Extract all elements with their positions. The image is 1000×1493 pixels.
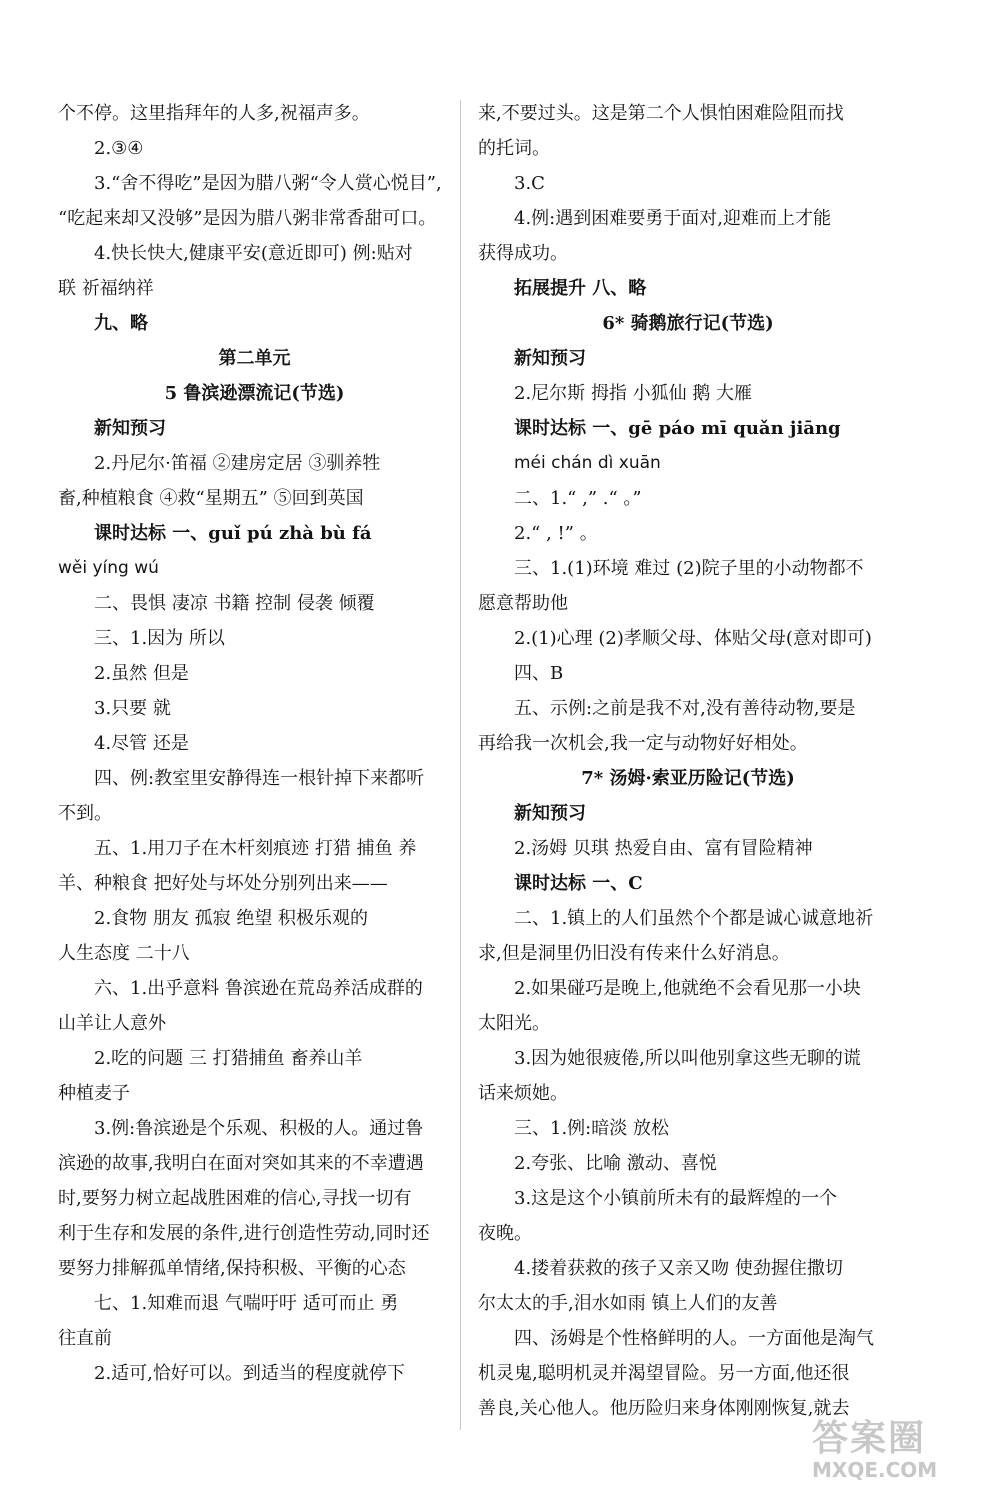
left-column-line: 要努力排解孤单情绪,保持积极、平衡的心态 — [58, 1258, 406, 1279]
right-column-line: 太阳光。 — [478, 1013, 550, 1034]
left-column-line: 3.“舍不得吃”是因为腊八粥“令人赏心悦目”, — [94, 173, 442, 194]
right-column-line: 课时达标 一、C — [514, 873, 643, 894]
right-column-line: 来,不要过头。这是第二个人惧怕困难险阻而找 — [478, 103, 844, 124]
right-column-line: 3.这是这个小镇前所未有的最辉煌的一个 — [514, 1188, 838, 1209]
right-column-line: 2.(1)心理 (2)孝顺父母、体贴父母(意对即可) — [514, 628, 872, 649]
watermark-logo: 答案圈 — [812, 1417, 927, 1459]
left-column-line: 联 祈福纳祥 — [58, 278, 154, 299]
left-column-line: 新知预习 — [94, 418, 166, 439]
right-column-line: 新知预习 — [514, 348, 586, 369]
watermark — [812, 1418, 982, 1486]
right-column-line: 三、1.例:暗淡 放松 — [514, 1118, 669, 1139]
left-column-line: 二、畏惧 凄凉 书籍 控制 侵袭 倾覆 — [94, 593, 375, 614]
right-column-line: 尔太太的手,泪水如雨 镇上人们的友善 — [478, 1293, 778, 1314]
left-column-line: 滨逊的故事,我明白在面对突如其来的不幸遭遇 — [58, 1153, 424, 1174]
left-column-line: 个不停。这里指拜年的人多,祝福声多。 — [58, 103, 370, 124]
left-column-line: 2.③④ — [94, 138, 144, 159]
left-column-line: 2.食物 朋友 孤寂 绝望 积极乐观的 — [94, 908, 369, 929]
left-column-line: 2.吃的问题 三 打猎捕鱼 畜养山羊 — [94, 1048, 363, 1069]
right-column-line: 2.尼尔斯 拇指 小狐仙 鹅 大雁 — [514, 383, 753, 404]
left-column-line: 利于生存和发展的条件,进行创造性劳动,同时还 — [58, 1223, 430, 1244]
left-column-line: 山羊让人意外 — [58, 1013, 166, 1034]
right-column-line: 求,但是洞里仍旧没有传来什么好消息。 — [478, 943, 790, 964]
left-column-line: 5 鲁滨逊漂流记(节选) — [164, 383, 345, 404]
column-divider — [460, 100, 461, 1430]
left-column-line: 2.虽然 但是 — [94, 663, 189, 684]
left-column-line: 九、略 — [94, 313, 148, 334]
right-column-line: 拓展提升 八、略 — [514, 278, 647, 299]
right-column-line: 2.汤姆 贝琪 热爱自由、富有冒险精神 — [514, 838, 813, 859]
right-column-line: 再给我一次机会,我一定与动物好好相处。 — [478, 733, 808, 754]
right-column-line: 4.例:遇到困难要勇于面对,迎难而上才能 — [514, 208, 831, 229]
right-column-line: 4.搂着获救的孩子又亲又吻 使劲握住撒切 — [514, 1258, 843, 1279]
left-column-line: wěi yíng wú — [58, 558, 159, 578]
right-column-line: 7* 汤姆·索亚历险记(节选) — [581, 768, 795, 789]
left-column-line: 五、1.用刀子在木杆刻痕迹 打猎 捕鱼 养 — [94, 838, 417, 859]
left-column-line: 第二单元 — [218, 348, 291, 369]
left-column-line: 种植麦子 — [58, 1083, 130, 1104]
right-column — [478, 96, 898, 1426]
left-column-line: 3.例:鲁滨逊是个乐观、积极的人。通过鲁 — [94, 1118, 424, 1139]
right-column-line: 三、1.(1)环境 难过 (2)院子里的小动物都不 — [514, 558, 864, 579]
right-column-line: 6* 骑鹅旅行记(节选) — [602, 313, 774, 334]
right-column-line: 的托词。 — [478, 138, 550, 159]
left-column-line: 羊、种粮食 把好处与坏处分别列出来—— — [58, 873, 388, 894]
left-column-line: 课时达标 一、guǐ pú zhà bù fá — [94, 523, 372, 544]
right-column-line: 3.因为她很疲倦,所以叫他别拿这些无聊的谎 — [514, 1048, 861, 1069]
left-column-line: “吃起来却又没够”是因为腊八粥非常香甜可口。 — [58, 208, 437, 229]
left-column-line: 七、1.知难而退 气喘吁吁 适可而止 勇 — [94, 1293, 399, 1314]
right-column-line: 获得成功。 — [478, 243, 568, 264]
right-column-line: 新知预习 — [514, 803, 586, 824]
left-column-line: 2.适可,恰好可以。到适当的程度就停下 — [94, 1363, 405, 1384]
left-column-line: 三、1.因为 所以 — [94, 628, 225, 649]
right-column-line: 课时达标 一、gē páo mī quǎn jiāng — [514, 418, 841, 439]
right-column-line: 四、汤姆是个性格鲜明的人。一方面他是淘气 — [514, 1328, 874, 1349]
right-column-line: 二、1.“ ,” .“ 。” — [514, 488, 642, 509]
left-column-line: 4.快长快大,健康平安(意近即可) 例:贴对 — [94, 243, 413, 264]
left-column-line: 3.只要 就 — [94, 698, 171, 719]
left-column-line: 畜,种植粮食 ④救“星期五” ⑤回到英国 — [58, 488, 364, 509]
left-column-line: 人生态度 二十八 — [58, 943, 190, 964]
right-column-line: 3.C — [514, 173, 545, 194]
right-column-line: 四、B — [514, 663, 564, 684]
right-column-line: 二、1.镇上的人们虽然个个都是诚心诚意地祈 — [514, 908, 874, 929]
right-column-line: méi chán dì xuān — [514, 453, 661, 473]
left-column-line: 六、1.出乎意料 鲁滨逊在荒岛养活成群的 — [94, 978, 423, 999]
right-column-line: 话来烦她。 — [478, 1083, 568, 1104]
left-column-line: 4.尽管 还是 — [94, 733, 189, 754]
right-column-line: 愿意帮助他 — [478, 593, 568, 614]
left-column — [58, 96, 451, 1391]
right-column-line: 善良,关心他人。他历险归来身体刚刚恢复,就去 — [478, 1398, 850, 1419]
right-column-line: 五、示例:之前是我不对,没有善待动物,要是 — [514, 698, 856, 719]
left-column-line: 不到。 — [58, 803, 112, 824]
right-column-line: 2.“ , !” 。 — [514, 523, 598, 544]
right-column-line: 2.夸张、比喻 激动、喜悦 — [514, 1153, 717, 1174]
right-column-line: 机灵鬼,聪明机灵并渴望冒险。另一方面,他还很 — [478, 1363, 850, 1384]
left-column-line: 往直前 — [58, 1328, 112, 1349]
right-column-line: 夜晚。 — [478, 1223, 532, 1244]
right-column-line: 2.如果碰巧是晚上,他就绝不会看见那一小块 — [514, 978, 861, 999]
left-column-line: 时,要努力树立起战胜困难的信心,寻找一切有 — [58, 1188, 412, 1209]
watermark-url: MXQE.COM — [812, 1458, 938, 1482]
left-column-line: 2.丹尼尔·笛福 ②建房定居 ③驯养牲 — [94, 453, 381, 474]
left-column-line: 四、例:教室里安静得连一根针掉下来都听 — [94, 768, 425, 789]
